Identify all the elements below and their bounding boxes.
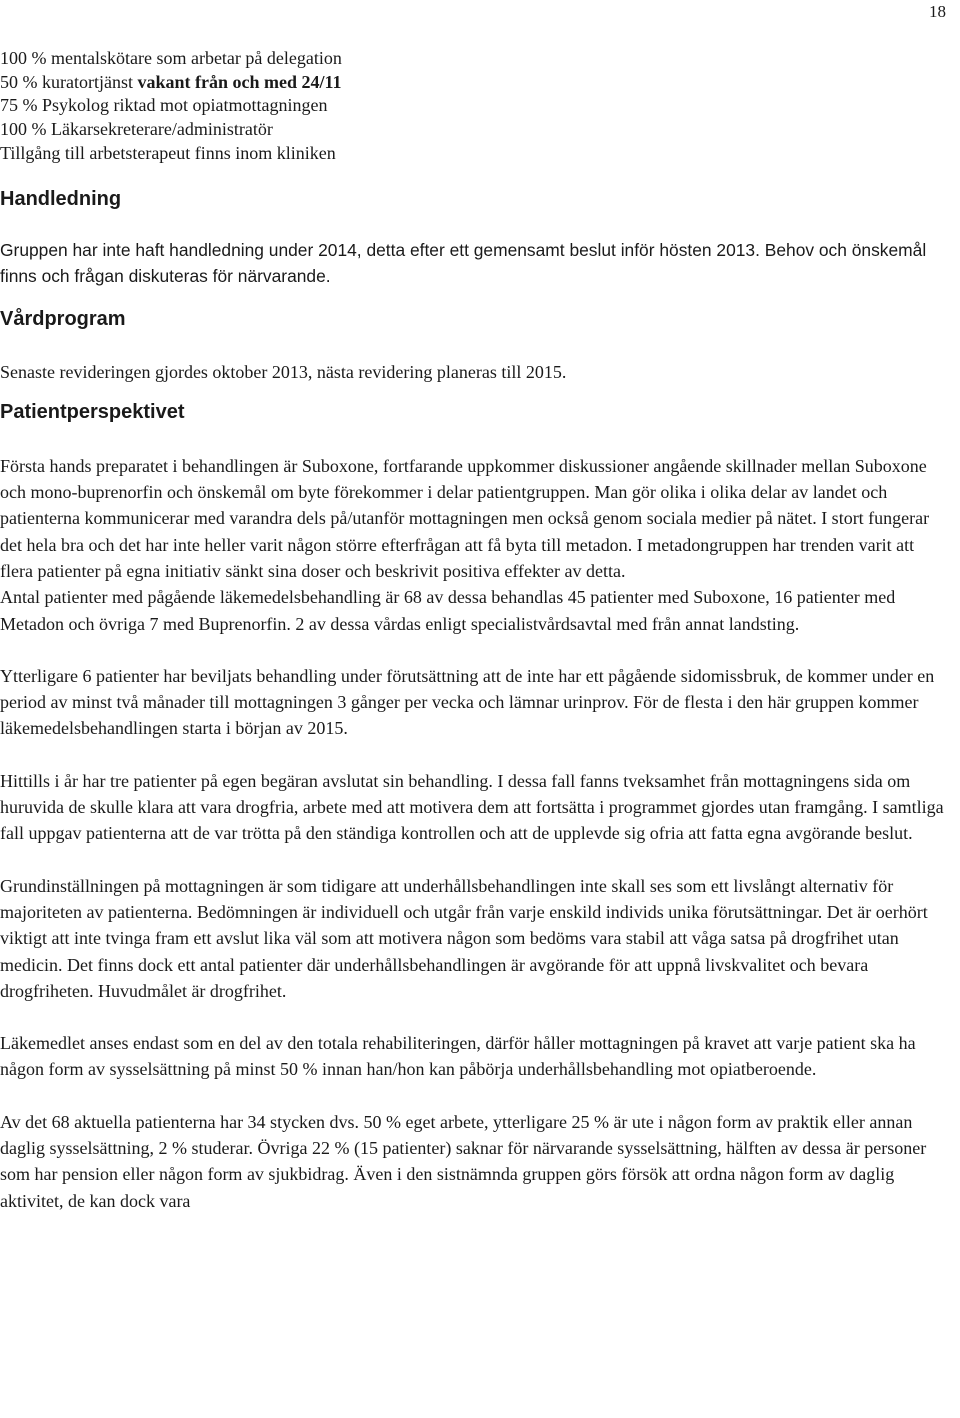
heading-handledning: Handledning bbox=[0, 187, 122, 210]
heading-patientperspektivet: Patientperspektivet bbox=[0, 400, 185, 423]
heading-vardprogram: Vårdprogram bbox=[0, 307, 126, 330]
paragraph-patient: Antal patienter med pågående läkemedelsbehandling är 68 av dessa behandlas 45 patienter med Suboxone, 16 patienter med Metadon och övriga 7 med Buprenorfin. 2 av dessa vårdas enligt specialistvårdsavtal med från annat landsting. bbox=[0, 587, 896, 634]
paragraph-patient: Ytterligare 6 patienter har beviljats behandling under förutsättning att de inte har ett pågående sidomissbruk, de kommer under en period av minst två månader till mottagningen 3 gånger per vecka och lämnar urinprov. För de flesta i den här gruppen kommer läkemedelsbehandlingen starta i början av 2015. bbox=[0, 665, 935, 739]
paragraph-patient: Läkemedlet anses endast som en del av den totala rehabiliteringen, därför håller mottagningen på kravet att varje patient ska ha någon form av sysselsättning på minst 50 % innan han/hon kan påbörja underhållsbehandling mot opiatberoende. bbox=[0, 1033, 916, 1080]
staff-item-vacancy-note: vakant från och med 24/11 bbox=[137, 71, 342, 92]
staff-item: 100 % mentalskötare som arbetar på delegation bbox=[0, 48, 342, 68]
paragraph-patient: Grundinställningen på mottagningen är som tidigare att underhållsbehandlingen inte skall ses som ett livslångt alternativ för majoriteten av patienterna. Bedömningen är individuell och utgår från varje enskild individs unika förutsättningar. Det är oerhört viktigt att inte tvinga fram ett avslut lika väl som att motivera någon som bedöms vara stabil att våga satsa på drogfrihet utan medicin. Det finns dock ett antal patienter där underhållsbehandlingen är avgörande för att uppnå livskvalitet och bevara drogfriheten. Huvudmålet är drogfrihet. bbox=[0, 875, 928, 1001]
staff-item-text: 50 % kuratortjänst bbox=[0, 71, 138, 92]
paragraph-handledning: Gruppen har inte haft handledning under 2014, detta efter ett gemensamt beslut inför hösten 2013. Behov och önskemål finns och frågan diskuteras för närvarande. bbox=[0, 239, 927, 286]
page-number: 18 bbox=[929, 2, 946, 21]
staff-item: 100 % Läkarsekreterare/administratör bbox=[0, 119, 273, 140]
paragraph-patient: Första hands preparatet i behandlingen är Suboxone, fortfarande uppkommer diskussioner angående skillnader mellan Suboxone och mono-buprenorfin och önskemål om byte förekommer i delar patientgruppen. Man gör olika i olika delar av landet och patienterna kommunicerar med varandra dels på/utanför mottagningen men också genom sociala medier på nätet. I stort fungerar det hela bra och det har inte heller varit någon större efterfrågan att få byta till metadon. I metadongruppen har trenden varit att flera patienter på egna initiativ sänkt sina doser och beskrivit positiva effekter av detta. bbox=[0, 455, 930, 581]
staff-item bbox=[0, 71, 950, 95]
paragraph-patient: Av det 68 aktuella patienterna har 34 stycken dvs. 50 % eget arbete, ytterligare 25 % är ute i någon form av praktik eller annan daglig sysselsättning, 2 % studerar. Övriga 22 % (15 patienter) saknar för närvarande sysselsättning, hälften av dessa är personer som har pension eller någon form av sjukbidrag. Även i den sistnämnda gruppen görs försök att ordna någon form av daglig aktivitet, de kan dock vara bbox=[0, 1111, 927, 1211]
paragraph-patient: Hittills i år har tre patienter på egen begäran avslutat sin behandling. I dessa fall fanns tveksamhet från mottagningens sida om huruvida de skulle klara att vara drogfria, arbete med att motivera dem att fortsätta i programmet gjordes utan framgång. I samtliga fall uppgav patienterna att de var trötta på den ständiga kontrollen och att de upplevde sig ofria att fatta egna avgörande beslut. bbox=[0, 770, 944, 844]
paragraph-vardprogram: Senaste revideringen gjordes oktober 2013, nästa revidering planeras till 2015. bbox=[0, 361, 567, 382]
staff-item: 75 % Psykolog riktad mot opiatmottagningen bbox=[0, 95, 328, 116]
staff-list bbox=[0, 47, 950, 166]
document-body bbox=[0, 47, 950, 1214]
staff-item: Tillgång till arbetsterapeut finns inom kliniken bbox=[0, 142, 336, 163]
